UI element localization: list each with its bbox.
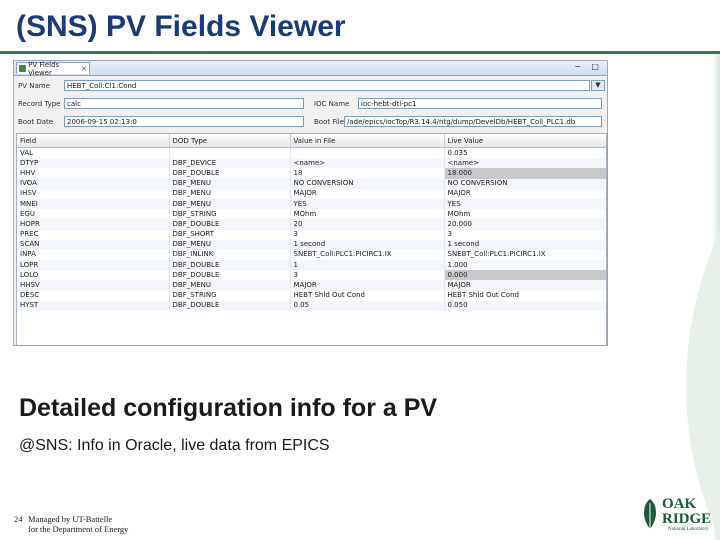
- cell-field: VAL: [17, 148, 169, 159]
- cell-dod-type: DBF_INLINK: [169, 250, 290, 260]
- cell-field: EGU: [17, 209, 169, 219]
- cell-field: PREC: [17, 230, 169, 240]
- cell-live-value: 0.050: [444, 301, 606, 311]
- cell-field: DTYP: [17, 158, 169, 168]
- window-controls[interactable]: − □: [574, 62, 603, 71]
- cell-field: LOPR: [17, 260, 169, 270]
- title-divider: [0, 51, 720, 54]
- cell-live-value: 3: [444, 230, 606, 240]
- table-row[interactable]: [17, 219, 606, 229]
- cell-live-value: 18.000: [444, 168, 606, 178]
- app-icon: [19, 65, 26, 72]
- cell-dod-type: DBF_DOUBLE: [169, 219, 290, 229]
- cell-field: MNEI: [17, 199, 169, 209]
- cell-live-value: NO CONVERSION: [444, 179, 606, 189]
- cell-value-in-file: 18: [290, 168, 444, 178]
- table-row[interactable]: [17, 301, 606, 311]
- cell-value-in-file: 3: [290, 270, 444, 280]
- footer: [14, 514, 128, 534]
- pv-name-dropdown-button[interactable]: [591, 80, 605, 91]
- cell-dod-type: DBF_DEVICE: [169, 158, 290, 168]
- cell-dod-type: DBF_DOUBLE: [169, 270, 290, 280]
- boot-file-label: Boot File: [314, 118, 345, 126]
- cell-value-in-file: HEBT Shld Out Cond: [290, 291, 444, 301]
- record-type-row: [14, 97, 607, 111]
- table-row[interactable]: [17, 179, 606, 189]
- column-header-value-in-file[interactable]: Value in File: [290, 134, 444, 148]
- table-row[interactable]: [17, 250, 606, 260]
- cell-value-in-file: 1 second: [290, 240, 444, 250]
- cell-value-in-file: NO CONVERSION: [290, 179, 444, 189]
- window-tabbar: [14, 61, 607, 76]
- slide-bullet: @SNS: Info in Oracle, live data from EPICS: [19, 437, 330, 454]
- tab-label: PV Fields Viewer: [28, 60, 60, 77]
- cell-value-in-file: 0.05: [290, 301, 444, 311]
- close-icon[interactable]: ✕: [81, 64, 87, 73]
- cell-dod-type: DBF_MENU: [169, 189, 290, 199]
- cell-dod-type: DBF_MENU: [169, 240, 290, 250]
- fields-table: [17, 134, 607, 311]
- cell-live-value: 1 second: [444, 240, 606, 250]
- table-row[interactable]: [17, 270, 606, 280]
- cell-value-in-file: MOhm: [290, 209, 444, 219]
- cell-field: HHV: [17, 168, 169, 178]
- cell-value-in-file: MAJOR: [290, 280, 444, 290]
- cell-dod-type: DBF_DOUBLE: [169, 301, 290, 311]
- boot-date-label: Boot Date: [18, 118, 54, 126]
- table-row[interactable]: [17, 148, 606, 159]
- table-row[interactable]: [17, 168, 606, 178]
- slide-subtitle: Detailed configuration info for a PV: [19, 394, 438, 422]
- cell-field: IVOA: [17, 179, 169, 189]
- table-row[interactable]: [17, 158, 606, 168]
- table-row[interactable]: [17, 189, 606, 199]
- cell-field: DESC: [17, 291, 169, 301]
- cell-dod-type: [169, 148, 290, 159]
- fields-table-container[interactable]: [16, 133, 607, 346]
- cell-field: HYST: [17, 301, 169, 311]
- cell-live-value: 1.000: [444, 260, 606, 270]
- column-header-dod-type[interactable]: DOD Type: [169, 134, 290, 148]
- cell-value-in-file: 20: [290, 219, 444, 229]
- cell-dod-type: DBF_DOUBLE: [169, 260, 290, 270]
- table-row[interactable]: [17, 240, 606, 250]
- cell-value-in-file: SNEBT_Coll:PLC1:PICIRC1.IX: [290, 250, 444, 260]
- boot-date-field[interactable]: 2006-09-15 02:13:0: [64, 116, 304, 127]
- cell-value-in-file: MAJOR: [290, 189, 444, 199]
- cell-live-value: 20.000: [444, 219, 606, 229]
- cell-live-value: MAJOR: [444, 280, 606, 290]
- cell-live-value: 0.000: [444, 270, 606, 280]
- pv-name-label: PV Name: [18, 82, 50, 90]
- cell-dod-type: DBF_STRING: [169, 291, 290, 301]
- logo-subtitle: National Laboratory: [668, 527, 709, 532]
- cell-field: HOPR: [17, 219, 169, 229]
- pv-name-input[interactable]: HEBT_Coll:Cl1:Cond: [64, 80, 590, 91]
- cell-dod-type: DBF_MENU: [169, 199, 290, 209]
- table-row[interactable]: [17, 260, 606, 270]
- tab-pv-fields-viewer[interactable]: [16, 60, 90, 77]
- footer-line1: Managed by UT-Battelle: [28, 514, 113, 524]
- table-row[interactable]: [17, 280, 606, 290]
- table-body: [17, 148, 606, 312]
- table-row[interactable]: [17, 209, 606, 219]
- ioc-name-label: IOC Name: [314, 100, 350, 108]
- cell-live-value: YES: [444, 199, 606, 209]
- table-header-row: [17, 134, 606, 148]
- column-header-live-value[interactable]: Live Value: [444, 134, 606, 148]
- page-number: 24: [14, 514, 23, 524]
- cell-dod-type: DBF_DOUBLE: [169, 168, 290, 178]
- cell-field: INPA: [17, 250, 169, 260]
- cell-value-in-file: <name>: [290, 158, 444, 168]
- ioc-name-field[interactable]: ioc-hebt-dtl-pc1: [358, 98, 602, 109]
- table-row[interactable]: [17, 199, 606, 209]
- record-type-field[interactable]: calc: [64, 98, 304, 109]
- cell-value-in-file: 1: [290, 260, 444, 270]
- chevron-down-icon: ▼: [595, 81, 601, 89]
- cell-live-value: HEBT Shld Out Cond: [444, 291, 606, 301]
- logo-line1: OAK: [662, 496, 697, 512]
- table-row[interactable]: [17, 291, 606, 301]
- cell-live-value: MAJOR: [444, 189, 606, 199]
- column-header-field[interactable]: Field: [17, 134, 169, 148]
- slide-title: (SNS) PV Fields Viewer: [16, 10, 346, 43]
- boot-row: [14, 115, 607, 129]
- cell-field: LOLO: [17, 270, 169, 280]
- cell-dod-type: DBF_SHORT: [169, 230, 290, 240]
- cell-field: IHSV: [17, 189, 169, 199]
- pv-fields-viewer-window: [13, 60, 608, 346]
- decorative-curve: [660, 230, 720, 540]
- logo-line2: RIDGE: [662, 511, 712, 527]
- boot-file-field[interactable]: /ade/epics/iocTop/R3.14.4/ntg/dump/DevelDb/HEBT_Coll_PLC1.db: [344, 116, 602, 127]
- logo-wordmark: [662, 497, 711, 527]
- cell-live-value: 0.035: [444, 148, 606, 159]
- pv-name-row: [14, 79, 607, 93]
- cell-dod-type: DBF_STRING: [169, 209, 290, 219]
- cell-live-value: <name>: [444, 158, 606, 168]
- cell-value-in-file: YES: [290, 199, 444, 209]
- cell-live-value: MOhm: [444, 209, 606, 219]
- record-type-label: Record Type: [18, 100, 61, 108]
- cell-field: SCAN: [17, 240, 169, 250]
- cell-value-in-file: 3: [290, 230, 444, 240]
- cell-value-in-file: [290, 148, 444, 159]
- cell-dod-type: DBF_MENU: [169, 280, 290, 290]
- cell-dod-type: DBF_MENU: [169, 179, 290, 189]
- cell-live-value: SNEBT_Coll:PLC1:PICIRC1.IX: [444, 250, 606, 260]
- cell-field: HHSV: [17, 280, 169, 290]
- footer-line2: for the Department of Energy: [28, 524, 129, 534]
- table-row[interactable]: [17, 230, 606, 240]
